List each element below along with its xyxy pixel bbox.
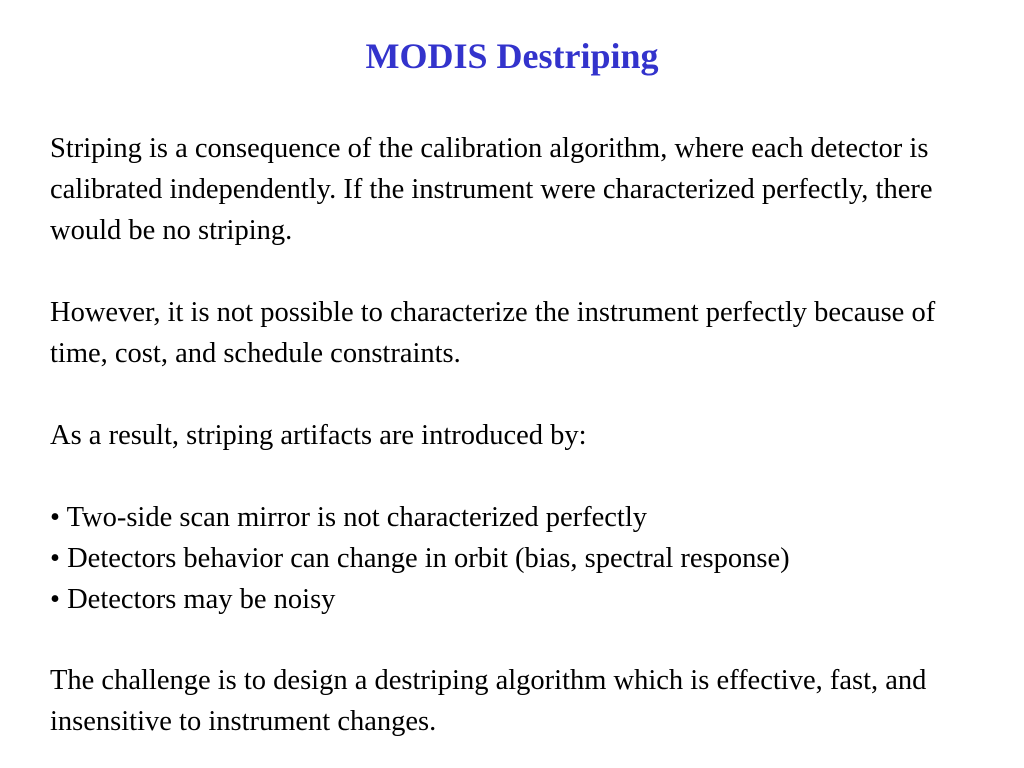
slide-title: MODIS Destriping (365, 36, 659, 76)
bullet-item: • Detectors behavior can change in orbit (bias, spectral response) (50, 542, 790, 574)
paragraph-artifacts-intro: As a result, striping artifacts are introduced by: (50, 420, 587, 451)
bullet-item: • Detectors may be noisy (50, 583, 336, 615)
paragraph-striping-cause: Striping is a consequence of the calibration algorithm, where each detector is calibrated independently. If the instrument were characterized perfectly, there would be no striping. (50, 133, 933, 246)
paragraph-challenge: The challenge is to design a destriping algorithm which is effective, fast, and insensitive to instrument changes. (50, 665, 927, 737)
artifact-bullet-list (50, 498, 1000, 620)
bullet-item: • Two-side scan mirror is not characterized perfectly (50, 502, 647, 533)
paragraph-characterization-limits: However, it is not possible to characterize the instrument perfectly because of time, cost, and schedule constraints. (50, 297, 936, 369)
